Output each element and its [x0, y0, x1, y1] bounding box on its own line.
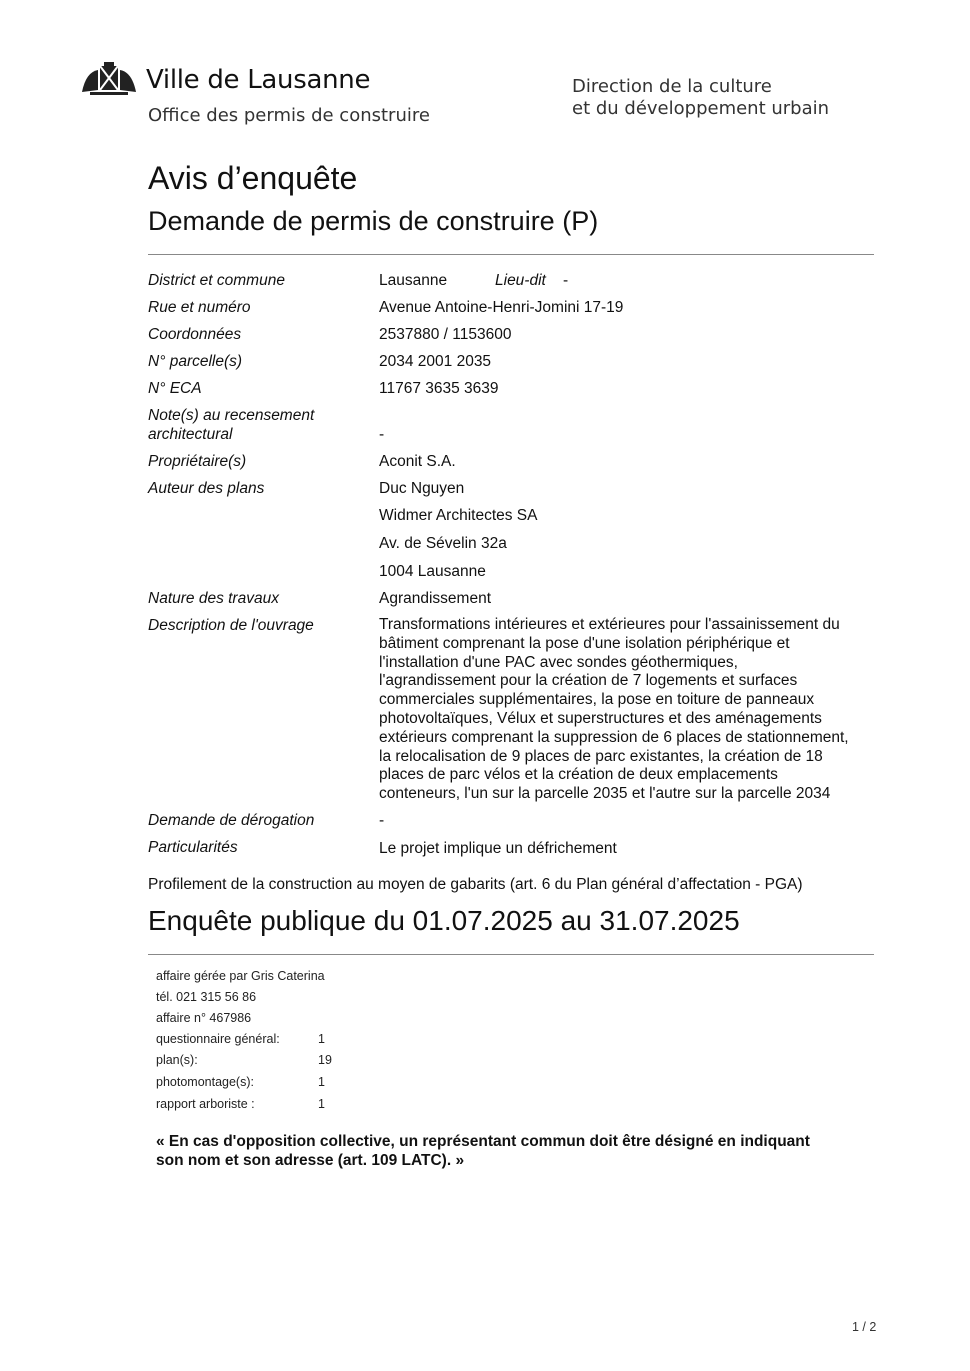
page-title: Avis d’enquête	[148, 160, 358, 196]
opposition-notice-line-1: « En cas d'opposition collective, un représentant commun doit être désigné en indiquant	[156, 1133, 810, 1150]
description-line: extérieurs comprenant la suppression de 6 places de stationnement,	[379, 728, 849, 746]
coord-value: 2537880 / 1153600	[379, 326, 512, 343]
lausanne-crest-icon	[80, 62, 138, 96]
description-line: l'agrandissement pour la création de 7 logements et surfaces	[379, 672, 798, 690]
enquete-heading: Enquête publique du 01.07.2025 au 31.07.2025	[148, 905, 740, 936]
auteur-line-1: Duc Nguyen	[379, 480, 465, 497]
direction-line-1: Direction de la culture	[572, 76, 772, 97]
arboriste-value: 1	[318, 1097, 325, 1111]
eca-label: N° ECA	[148, 380, 202, 397]
profilement-text: Profilement de la construction au moyen de gabarits (art. 6 du Plan général d’affectation - PGA)	[148, 876, 803, 893]
coord-label: Coordonnées	[148, 326, 242, 343]
questionnaire-value: 1	[318, 1032, 325, 1046]
parcelle-label: N° parcelle(s)	[148, 353, 243, 370]
direction-name	[572, 76, 829, 120]
district-label: District et commune	[148, 272, 285, 289]
photomontage-value: 1	[318, 1075, 325, 1089]
description-line: places de parc vélos et la création de deux emplacements	[379, 766, 778, 784]
affaire-geree: affaire gérée par Gris Caterina	[156, 969, 325, 983]
nature-value: Agrandissement	[379, 590, 492, 607]
plans-label: plan(s):	[156, 1053, 198, 1067]
auteur-line-2: Widmer Architectes SA	[379, 507, 538, 524]
description-label: Description de l'ouvrage	[148, 617, 314, 634]
description-line: photovoltaïques, Vélux et superstructures et des aménagements	[379, 709, 822, 727]
proprietaire-value: Aconit S.A.	[379, 453, 456, 470]
derogation-value: -	[379, 812, 385, 829]
description-line: la relocalisation de 9 places de parc existantes, la création de 18	[379, 747, 823, 765]
particularites-label: Particularités	[148, 839, 238, 856]
page-number: 1 / 2	[852, 1320, 877, 1334]
arboriste-label: rapport arboriste :	[156, 1097, 255, 1111]
page-subtitle: Demande de permis de construire (P)	[148, 206, 599, 236]
auteur-line-3: Av. de Sévelin 32a	[379, 535, 507, 552]
auteur-line-4: 1004 Lausanne	[379, 563, 486, 580]
proprietaire-label: Propriétaire(s)	[148, 453, 247, 470]
auteur-label: Auteur des plans	[148, 480, 265, 497]
description-line: conteneurs, l'un sur la parcelle 2035 et l'autre sur la parcelle 2034	[379, 785, 831, 803]
note-label-line-2: architectural	[148, 426, 233, 443]
note-value: -	[379, 426, 385, 443]
derogation-label: Demande de dérogation	[148, 812, 315, 829]
lieu-dit-label: Lieu-dit	[495, 272, 546, 289]
particularites-value: Le projet implique un défrichement	[379, 840, 617, 857]
divider	[148, 954, 874, 955]
affaire-numero: affaire n° 467986	[156, 1011, 252, 1025]
nature-label: Nature des travaux	[148, 590, 279, 607]
parcelle-value: 2034 2001 2035	[379, 353, 492, 370]
district-value: Lausanne	[379, 272, 448, 289]
affaire-tel: tél. 021 315 56 86	[156, 990, 257, 1004]
description-line: Transformations intérieures et extérieures pour l'assainissement du	[379, 616, 840, 633]
office-name: Office des permis de construire	[148, 105, 430, 126]
lieu-dit-value: -	[563, 272, 569, 289]
photomontage-label: photomontage(s):	[156, 1075, 254, 1089]
direction-line-2: et du développement urbain	[572, 98, 830, 119]
description-line: bâtiment comprenant la pose d'une isolation périphérique et	[379, 634, 790, 652]
description-line: l'installation d'une PAC avec sondes géothermiques,	[379, 653, 738, 671]
plans-value: 19	[318, 1053, 332, 1067]
description-line: commerciales supplémentaires, la pose en toiture de panneaux	[379, 691, 815, 709]
opposition-notice-line-2: son nom et son adresse (art. 109 LATC). »	[156, 1152, 465, 1169]
rue-value: Avenue Antoine-Henri-Jomini 17-19	[379, 299, 624, 316]
note-label-line-1: Note(s) au recensement	[148, 407, 315, 424]
eca-value: 11767 3635 3639	[379, 380, 499, 397]
rue-label: Rue et numéro	[148, 299, 251, 316]
description-value	[379, 616, 879, 804]
questionnaire-label: questionnaire général:	[156, 1032, 280, 1046]
opposition-notice	[156, 1132, 876, 1170]
city-name: Ville de Lausanne	[146, 65, 371, 95]
divider	[148, 254, 874, 255]
